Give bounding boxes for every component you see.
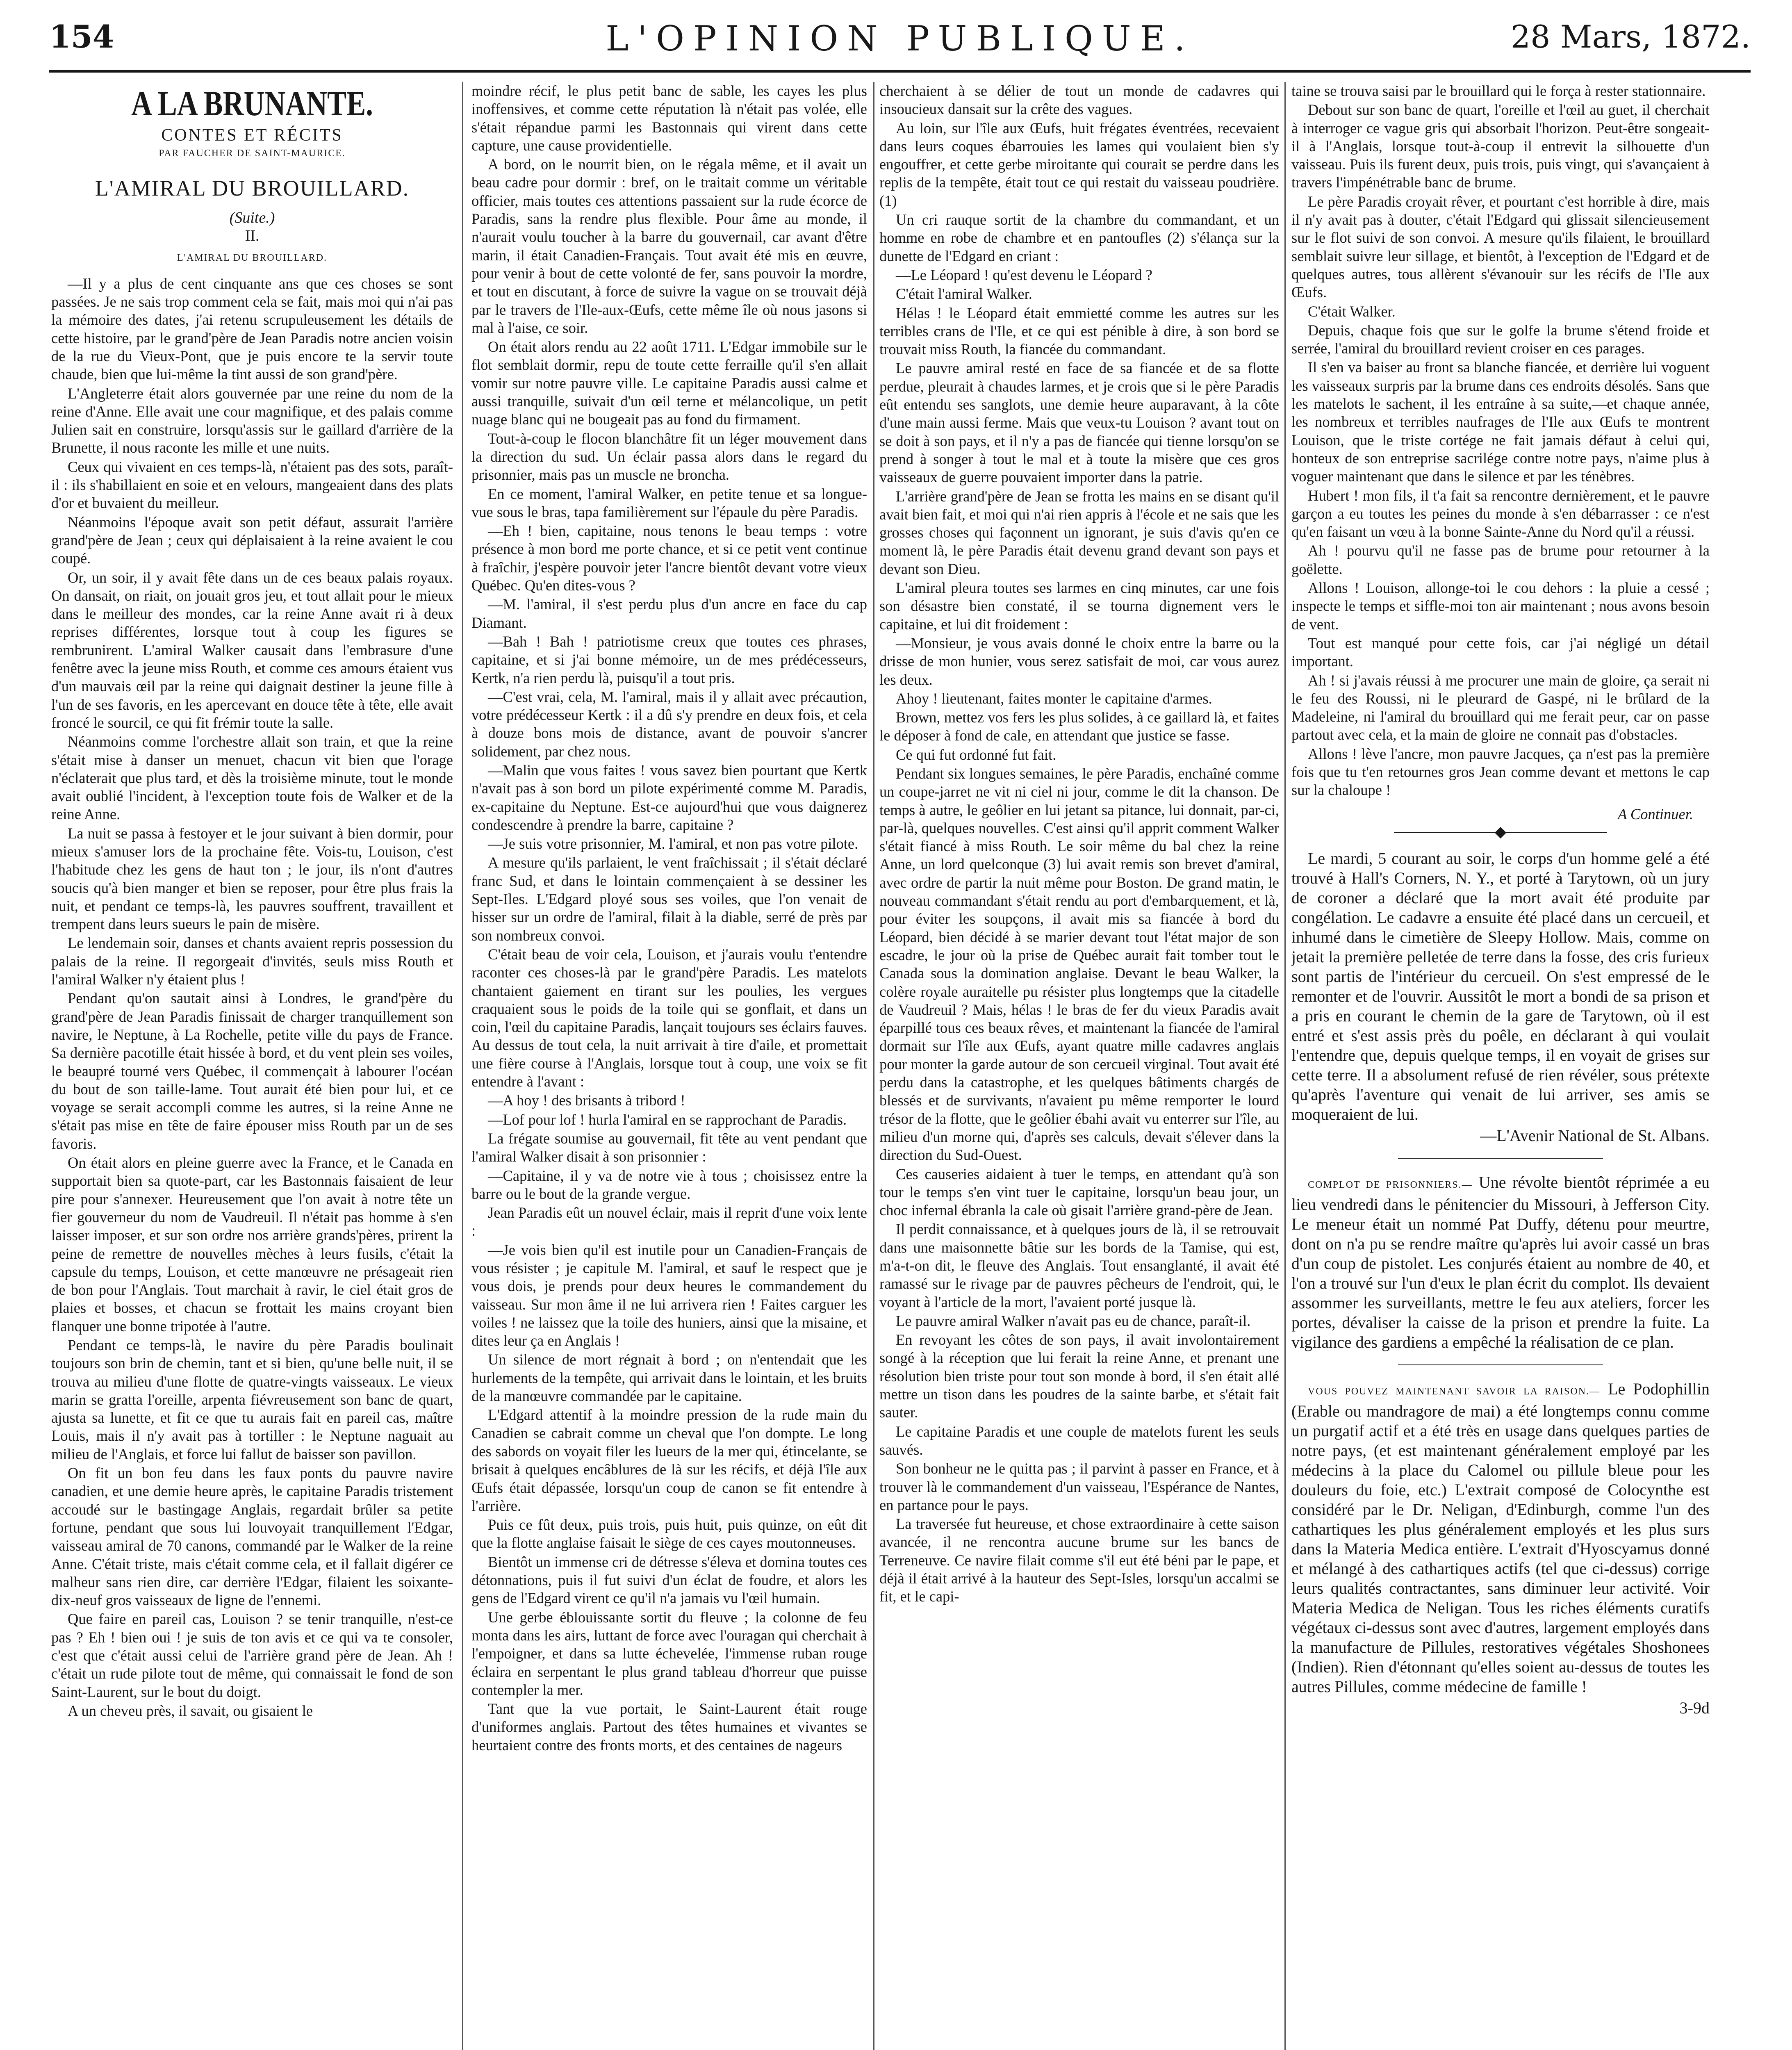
paragraph: moindre récif, le plus petit banc de sable, les cayes les plus inoffensives, et comme cette réputation là n'était pas volée, elle s'était répandue parmi les Bastonnais qui virent dans cette capture, une cause providentielle.: [471, 82, 867, 154]
paragraph: Il s'en va baiser au front sa blanche fiancée, et derrière lui voguent les vaisseaux surpris par la brume dans ces endroits désolés. Sans que les matelots le sachent, il les entraîne à sa suite,—et chaque année, les nombreux et terribles naufrages de l'Ile aux Œufs te montrent Louison, que le triste cortége ne fait jamais défaut à celui qui, honteux de son entreprise sacrilége contre notre pays, n'aime plus à voguer maintenant que dans le silence et par les ténèbres.: [1291, 359, 1710, 485]
news-heading: COMPLOT DE PRISONNIERS.—: [1308, 1179, 1473, 1190]
paragraph: L'Edgard attentif à la moindre pression de la rude main du Canadien se cabrait comme un cheval que l'on dompte. Le long des sabords on voyait filer les lueurs de la mer qui, étincelante, se brisait à quelques encâblures de là sur les récifs, et déjà l'île aux Œufs était dépassée, lorsqu'un coup de canon se fit entendre à l'arrière.: [471, 1406, 867, 1514]
story-title: L'AMIRAL DU BROUILLARD.: [95, 175, 410, 200]
paragraph: Au loin, sur l'île aux Œufs, huit frégates éventrées, recevaient dans leurs coques ébarrouies les lames qui voulaient bien s'y engouffrer, et cette gerbe miroitante qui courait se perdre dans les replis de la tempête, était tout ce qui restait du vaisseau poudrière. (1): [879, 119, 1279, 209]
ornament-diamond-icon: [1495, 827, 1506, 838]
paragraph: —Lof pour lof ! hurla l'amiral en se rapprochant de Paradis.: [488, 1111, 847, 1128]
column-divider: [462, 82, 463, 2050]
news-heading: VOUS POUVEZ MAINTENANT SAVOIR LA RAISON.—: [1308, 1386, 1601, 1397]
column-divider: [873, 82, 874, 2050]
paragraph: Que faire en pareil cas, Louison ? se tenir tranquille, n'est-ce pas ? Eh ! bien oui ! je suis de ton avis et ce qui va te consoler, c'est que c'était aussi celui de l'arrière grand père de Jean. Ah ! c'était un rude pilote tout de même, qui connaissait le fond de son Saint-Laurent, sur le bout du doigt.: [51, 1610, 453, 1700]
column-1-text: [51, 275, 453, 1720]
news-item-complot: [1291, 1173, 1710, 1352]
column-2: [471, 82, 867, 1754]
paragraph: La frégate soumise au gouvernail, fit tête au vent pendant que l'amiral Walker disait à son prisonnier :: [471, 1130, 867, 1165]
section-rule: [1398, 1158, 1603, 1159]
paragraph: —Il y a plus de cent cinquante ans que ces choses se sont passées. Je ne sais trop comment cela se fait, mais moi qui n'ai pas la mémoire des dates, j'ai retenu scrupuleusement les détails de cette histoire, par le grand'père de Jean Paradis notre ancien voisin de la rue du Vieux-Pont, que je puis encore te la servir toute chaude, bien que lui-même la tint aussi de son grand'père.: [51, 275, 453, 383]
paragraph: Ah ! pourvu qu'il ne fasse pas de brume pour retourner à la goëlette.: [1291, 542, 1710, 577]
feuilleton-author: PAR FAUCHER DE SAINT-MAURICE.: [159, 148, 346, 159]
paragraph: Il perdit connaissance, et à quelques jours de là, il se retrouvait dans une maisonnette bâtie sur les bords de la Tamise, qui est, m'a-t-on dit, le fleuve des Anglais. Tout ensanglanté, il avait été ramassé sur le rivage par de pauvres pêcheurs de l'endroit, qui, le voyant à l'article de la mort, l'avaient porté jusque là.: [879, 1221, 1279, 1310]
ad-reference: 3-9d: [1679, 1698, 1710, 1717]
paragraph: Depuis, chaque fois que sur le golfe la brume s'étend froide et serrée, l'amiral du brouillard revient croiser en ces parages.: [1291, 321, 1710, 357]
paragraph: Un cri rauque sortit de la chambre du commandant, et un homme en robe de chambre et en pantoufles (2) s'élança sur la dunette de l'Edgard en criant :: [879, 211, 1279, 264]
paragraph: Le pauvre amiral resté en face de sa fiancée et de sa flotte perdue, pleurait à chaudes larmes, et je crois que si le père Paradis eût entendu ses sanglots, une demie heure auparavant, à la côte d'une main aussi ferme. Mais que veux-tu Louison ? avant tout on se doit à son pays, et il n'y a pas de fiancée qui tienne lorsqu'on se prend à songer à tout le mal et à toute la misère que ces gros vaisseaux de guerre pouvaient importer dans la patrie.: [879, 360, 1279, 486]
chapter-heading: L'AMIRAL DU BROUILLARD.: [177, 253, 328, 264]
paragraph: Brown, mettez vos fers les plus solides, à ce gaillard là, et faites le déposer à fond de cale, en attendant que justice se fasse.: [879, 709, 1279, 744]
column-3: [879, 82, 1279, 2050]
news-text: Le mardi, 5 courant au soir, le corps d'un homme gelé a été trouvé à Hall's Corners, N. Y., et porté à Tarytown, où un jury de coroner a déclaré que la mort avait été produite par congélation. Le cadavre a ensuite été placé dans un cercueil, et inhumé dans le cimetière de Sleepy Hollow. Mais, comme on jetait la première pelletée de terre dans la fosse, des cris furieux sont partis de l'intérieur du cercueil. On s'est empressé de le remonter et de l'ouvrir. Aussitôt le mort a bondi de sa prison et a pris en courant le chemin de la gare de Tarytown, où il est entré et s'est assis près du poêle, en déclarant à qui voulait l'entendre que, depuis quelque temps, il en voyait de grises sur cette terre. Il a absolument refusé de rien révéler, sous prétexte qu'après l'aventure qui venait de lui arriver, ses amis se moqueraient de lui.: [1291, 849, 1710, 1123]
paragraph: Néanmoins l'époque avait son petit défaut, assurait l'arrière grand'père de Jean ; ceux qui déplaisaient à la reine avaient le cou coupé.: [51, 513, 453, 567]
paragraph: On était alors en pleine guerre avec la France, et le Canada en supportait bien sa quote-part, car les Bastonnais faisaient de leur pire pour s'annexer. Heureusement que l'on avait à notre tête un fier gouverneur du nom de Vaudreuil. Il n'était pas homme à s'en laisser imposer, et sur son ordre nos arrière grands'pères, prirent la peine de remettre de nouvelles mèches à leurs fusils, c'était la capsule du temps, Louison, et cette manœuvre ne présageait rien de bon pour l'Anglais. Tout marchait à ravir, le ciel était gros de plaies et bosses, et chacun se frottait les mains croyant bien flanquer une bonne tripotée à l'autre.: [51, 1154, 453, 1335]
paragraph: Tant que la vue portait, le Saint-Laurent était rouge d'uniformes anglais. Partout des têtes humaines et vivantes se heurtaient contre des fronts morts, et des centaines de nageurs: [471, 1700, 867, 1754]
paragraph: A bord, on le nourrit bien, on le régala même, et il avait un beau cadre pour dormir : bref, on le traitait comme un véritable officier, mais toutes ces attentions passaient sur la rude écorce de Paradis, sans la rendre plus flexible. Pour âme au monde, il n'aurait voulu toucher à la barre du gouvernail, car avant d'être marin, il était Canadien-Français. Tout avait été mis en œuvre, pour venir à bout de cette volonté de fer, sans pouvoir la mordre, et tout en discutant, à force de suivre la vague on se trouvait déjà par le travers de l'Ile-aux-Œufs, cette même île où nous jasons si mal à l'aise, ce soir.: [471, 156, 867, 336]
news-item-advertisement: [1291, 1379, 1710, 1718]
paragraph: A un cheveu près, il savait, ou gisaient le: [68, 1702, 313, 1719]
paragraph: Le père Paradis croyait rêver, et pourtant c'est horrible à dire, mais il n'y avait pas à douter, c'était l'Edgard qui glissait silencieusement sur le flot suivi de son convoi. A mesure qu'ils filaient, le brouillard semblait suivre leur sillage, et bientôt, à l'exception de l'Edgard et de quelques autres, tous allèrent s'évanouir sur les récifs de l'Ile aux Œufs.: [1291, 193, 1710, 301]
paragraph: On fit un bon feu dans les faux ponts du pauvre navire canadien, et une demie heure après, le capitaine Paradis tristement accoudé sur le bastingage Anglais, regardait brûler sa petite fortune, pendant que sous lui louvoyait tranquillement l'Edgar, vaisseau amiral de 70 canons, commandé par le Walker de la reine Anne. C'était triste, mais c'était comme cela, et il fallait digérer ce malheur sans rien dire, car derrière l'Edgar, filaient les soixante-dix-neuf gros vaisseaux de ligne de l'ennemi.: [51, 1465, 453, 1609]
paragraph: Bientôt un immense cri de détresse s'éleva et domina toutes ces détonnations, puis il fut suivi d'un éclat de foudre, et alors les gens de l'Edgard virent ce qu'il n'a jamais vu l'œil humain.: [471, 1553, 867, 1607]
column-4: [1291, 82, 1710, 1718]
paragraph: Puis ce fût deux, puis trois, puis huit, puis quinze, on eût dit que la flotte anglaise faisait le siège de ces cayes moutonneuses.: [471, 1516, 867, 1551]
paragraph: —Le Léopard ! qu'est devenu le Léopard ?: [896, 266, 1152, 283]
paragraph: En ce moment, l'amiral Walker, en petite tenue et sa longue-vue sous le bras, tapa familièrement sur l'épaule du père Paradis.: [471, 485, 867, 520]
paragraph: —Bah ! Bah ! patriotisme creux que toutes ces phrases, capitaine, et si j'ai bonne mémoire, un de mes prédécesseurs, Kertk, n'a rien perdu là, puisqu'il a tout pris.: [471, 633, 867, 686]
paragraph: Debout sur son banc de quart, l'oreille et l'œil au guet, il cherchait à interroger ce vague gris qui absorbait l'horizon. Peut-être songeait-il à l'Anglais, lorsque tout-à-coup il entrevit la silhouette d'un vaisseau. Puis ils furent deux, puis trois, puis vingt, qui s'avançaient à travers l'impénétrable banc de brume.: [1291, 101, 1710, 191]
issue-date: 28 Mars, 1872.: [1510, 18, 1751, 55]
section-rule: [1398, 1364, 1603, 1365]
paragraph: —Je suis votre prisonnier, M. l'amiral, et non pas votre pilote.: [488, 835, 858, 852]
paragraph: C'était Walker.: [1308, 303, 1396, 320]
chapter-number: II.: [245, 227, 260, 245]
news-source: —L'Avenir National de St. Albans.: [1480, 1126, 1710, 1145]
feuilleton-heading: A LA BRUNANTE.: [131, 84, 373, 123]
paragraph: Une gerbe éblouissante sortit du fleuve ; la colonne de feu monta dans les airs, luttant de force avec l'ouragan qui cherchait à l'empoigner, et dans sa lutte échevelée, l'immense ruban rouge éclaira en serpentant le plus grand tableau d'horreur que puisse contempler la mer.: [471, 1608, 867, 1698]
paragraph: C'était beau de voir cela, Louison, et j'aurais voulu t'entendre raconter ces choses-là par le grand'père Paradis. Les matelots chantaient gaiement en tirant sur les poulies, les vergues craquaient sous le poids de la toile qui se gonflait, et dans un coin, l'œil du capitaine Paradis, lançait toujours ses éclairs fauves. Au dessus de tout cela, la nuit arrivait à tire d'aile, et promettait une fière course à l'Anglais, lorsque tout à coup, une voix se fit entendre à l'avant :: [471, 945, 867, 1090]
paragraph: Pendant ce temps-là, le navire du père Paradis boulinait toujours son brin de chemin, tant et si bien, qu'une belle nuit, il se trouva au milieu d'une flotte de quatre-vingts vaisseaux. Le vieux marin se gratta l'oreille, arpenta fiévreusement son banc de quart, ajusta sa lunette, et fit ce que tu aurais fait en pareil cas, maître Louis, mais il n'y avait pas à tortiller : le Neptune naguait au milieu de l'Anglais, et force lui fallut de baisser son pavillon.: [51, 1337, 453, 1462]
paragraph: Allons ! Louison, allonge-toi le cou dehors : la pluie a cessé ; inspecte le temps et siffle-moi ton air maintenant ; nous avons besoin de vent.: [1291, 579, 1710, 633]
section-ornament: [1394, 827, 1607, 838]
paragraph: C'était l'amiral Walker.: [896, 285, 1032, 303]
paragraph: Ah ! si j'avais réussi à me procurer une main de gloire, ça serait ni le feu des Roussi, ni le pleurard de Gaspé, ni le brûlard de la Madeleine, ni l'amiral du brouillard qui me ferait peur, car on passe partout avec cela, et la main de gloire ne connait pas d'obstacles.: [1291, 672, 1710, 743]
paragraph: —M. l'amiral, il s'est perdu plus d'un ancre en face du cap Diamant.: [471, 596, 867, 631]
paragraph: Le pauvre amiral Walker n'avait pas eu de chance, paraît-il.: [896, 1312, 1251, 1329]
paragraph: —Capitaine, il y va de notre vie à tous ; choisissez entre la barre ou le bout de la grande vergue.: [471, 1167, 867, 1202]
paragraph: A mesure qu'ils parlaient, le vent fraîchissait ; il s'était déclaré franc Sud, et dans le lointain commençaient à se dessiner les Sept-Iles. L'Edgard ployé sous ses voiles, que l'on venait de hisser sur un ordre de l'amiral, filait à la diable, serré de près par son nombreux convoi.: [471, 854, 867, 944]
paragraph: —Monsieur, je vous avais donné le choix entre la barre ou la drisse de mon hunier, vous serez satisfait de moi, car vous aurez les deux.: [879, 634, 1279, 688]
column-divider: [1284, 82, 1286, 2050]
paragraph: La traversée fut heureuse, et chose extraordinaire à cette saison avancée, il ne rencontra aucune brume sur les bancs de Terreneuve. Ce navire filait comme s'il eut été béni par le pape, et déjà il était arrivé à la hauteur des Sept-Isles, lorsqu'un accalmi se fit, et le capi-: [879, 1515, 1279, 1605]
paragraph: Tout est manqué pour cette fois, car j'ai négligé un détail important.: [1291, 634, 1710, 670]
paragraph: Ce qui fut ordonné fut fait.: [896, 746, 1057, 763]
column-1: [51, 82, 453, 1720]
paragraph: On était alors rendu au 22 août 1711. L'Edgar immobile sur le flot semblait dormir, repu de toute cette ferraille qu'il s'en allait vomir sur notre pauvre ville. Le capitaine Paradis aussi calme et aussi tranquille, suivait d'un œil terne et mélancolique, un petit nuage blanc qui ne bougeait pas au fond du firmament.: [471, 338, 867, 428]
paragraph: —C'est vrai, cela, M. l'amiral, mais il y allait avec précaution, votre prédécesseur Kertk : il a dû s'y prendre en deux fois, et cela à douze bons mois de distance, avant de pouvoir s'ancrer solidement, par chez nous.: [471, 688, 867, 760]
paragraph: Hubert ! mon fils, il t'a fait sa rencontre dernièrement, et le pauvre garçon a eu toutes les peines du monde à s'en débarrasser : ce n'est qu'en faisant un vœu à la bonne Sainte-Anne du Nord qu'il a réussi.: [1291, 487, 1710, 540]
paragraph: Ahoy ! lieutenant, faites monter le capitaine d'armes.: [896, 690, 1212, 707]
paragraph: —Je vois bien qu'il est inutile pour un Canadien-Français de vous résister ; je capitule M. l'amiral, et sauf le respect que je vous dois, je prends pour deux heures le commandement du vaisseau. Sur mon âme il ne lui arrivera rien ! Faites carguer les voiles ! ne laissez que la toile des huniers, ainsi que la misaine, et dites leur ça en Anglais !: [471, 1241, 867, 1349]
paragraph: —Eh ! bien, capitaine, nous tenons le beau temps : votre présence à mon bord me porte chance, et si ce petit vent continue à fraîchir, j'espère pouvoir jeter l'ancre bientôt devant votre vieux Québec. Qu'en dites-vous ?: [471, 522, 867, 594]
paragraph: Pendant six longues semaines, le père Paradis, enchaîné comme un coupe-jarret ne vit ni ciel ni jour, comme le dit la chanson. De temps à autre, le geôlier en lui jetant sa pitance, lui donnait, par-ci, par-là, quelques nouvelles. C'est ainsi qu'il apprit comment Walker s'était fiancé à miss Routh. Le soir même du bal chez la reine Anne, un lord quelconque (3) lui avait remis son brevet d'amiral, avec ordre de partir la nuit même pour Boston. De grand matin, le nouveau commandant s'était rendu au port d'embarquement, et là, pour éviter les soupçons, il avait mis sa fiancée à bord du Léopard, bien décidé à se marier devant tout l'état major de son escadre, le jour où la prise de Québec aurait fait tomber tout le Canada sous la domination anglaise. Devant le beau Walker, la colère royale auraitelle pu résister plus longtemps que la citadelle de Vaudreuil ? Mais, hélas ! le bras de fer du vieux Paradis avait éparpillé tous ces beaux rêves, et maintenant la fiancée de l'amiral dormait sur l'île aux Œufs, ayant quatre mille cadavres anglais pour monter la garde autour de son cercueil virginal. Tout avait été perdu dans la catastrophe, et les quelques bâtiments chargés de blessés et de survivants, n'avaient pu même remporter le lourd trésor de la flotte, que le geôlier ébahi avait vu enterrer sur l'île, au milieu d'un morne qui, d'après ses calculs, devait s'élever dans la direction du Sud-Ouest.: [879, 765, 1279, 1164]
feuilleton-subheading: CONTES ET RÉCITS: [161, 126, 343, 145]
masthead-rule: [49, 70, 1751, 73]
paragraph: Néanmoins comme l'orchestre allait son train, et que la reine s'était mise à danser un menuet, chacun vit bien que l'orage n'éclaterait que plus tard, et dès la troisième minute, tout le monde avait oublié l'incident, à l'exception toute fois de Walker et de la reine Anne.: [51, 733, 453, 823]
suite-label: (Suite.): [229, 209, 275, 226]
paragraph: Ces causeries aidaient à tuer le temps, en attendant qu'à son tour le temps s'en vint tuer le capitaine, lorsqu'un beau jour, un choc infernal ébranla la cale où gisait l'arrière grand-père de Jean.: [879, 1165, 1279, 1219]
paragraph: L'Angleterre était alors gouvernée par une reine du nom de la reine d'Anne. Elle avait une cour magnifique, et des palais comme Julien sait en construire, lorsqu'assis sur le gaillard d'arrière de la Brunette, il nous raconte les mille et une nuits.: [51, 385, 453, 456]
paragraph: Son bonheur ne le quitta pas ; il parvint à passer en France, et à trouver là le commandement d'un vaisseau, l'Espérance de Nantes, en partance pour le pays.: [879, 1460, 1279, 1513]
paragraph: Allons ! lève l'ancre, mon pauvre Jacques, ça n'est pas la première fois que tu t'en retournes gros Jean comme devant et mettons le cap sur la chaloupe !: [1291, 745, 1710, 799]
news-paragraph: [1291, 1379, 1710, 1697]
paragraph: Le capitaine Paradis et une couple de matelots furent les seuls sauvés.: [879, 1423, 1279, 1458]
paragraph: —A hoy ! des brisants à tribord !: [488, 1092, 685, 1109]
masthead: [49, 8, 1751, 70]
news-text: Le Podophillin (Erable ou mandragore de mai) a été longtemps connu comme un purgatif actif et a été très en usage dans quelques parties de notre pays, (et est maintenant généralement employé par les médecins à la place du Calomel ou pillule bleue pour les douleurs du foie, etc.) L'extrait composé de Colocynthe est considéré par le Dr. Neligan, d'Edinburgh, comme l'un des cathartiques les plus généralement employés et les plus surs dans la Materia Medica entière. L'extrait d'Hyoscyamus donné et mélangé à des cathartiques actifs (tel que ci-dessus) corrige leurs qualités contractantes, sans diminuer leur activité. Voir Materia Medica de Neligan. Tous les riches éléments curatifs végétaux ci-dessus sont avec d'autres, largement employés dans la manufacture de Pillules, restoratives végétales Shoshonees (Indien). Rien d'étonnant qu'elles soient au-dessus de toutes les autres Pillules, comme médecine de famille !: [1291, 1379, 1710, 1696]
paragraph: cherchaient à se délier de tout un monde de cadavres qui insoucieux dansait sur la crête des vagues.: [879, 82, 1279, 118]
news-item-sleepy-hollow: [1291, 849, 1710, 1146]
paragraph: Tout-à-coup le flocon blanchâtre fit un léger mouvement dans la direction du sud. Un éclair passa alors dans le regard du prisonnier, mais pas un muscle ne broncha.: [471, 430, 867, 483]
journal-title: L'OPINION PUBLIQUE.: [606, 18, 1194, 59]
paragraph: La nuit se passa à festoyer et le jour suivant à bien dormir, pour mieux s'amuser lors de la prochaine fête. Vois-tu, Louison, c'est l'habitude chez les gens de haut ton ; le jour, ils n'ont d'autres soucis qu'à bien manger et bien se reposer, pour être plus frais la nuit, et pendant ce temps-là, les pauvres souffrent, travaillent et trempent dans leurs sueurs le pain de misère.: [51, 825, 453, 933]
paragraph: L'arrière grand'père de Jean se frotta les mains en se disant qu'il avait bien fait, et moi qui n'ai rien appris à l'école et ne sais que les grosses choses qui façonnent un ignorant, je suis d'avis qu'en ce moment là, le père Paradis était devenu grand devant son pays et devant son Dieu.: [879, 487, 1279, 577]
paragraph: Jean Paradis eût un nouvel éclair, mais il reprit d'une voix lente :: [471, 1204, 867, 1239]
page-number: 154: [49, 18, 114, 55]
news-text: Une révolte bientôt réprimée a eu lieu vendredi dans le pénitencier du Missouri, à Jefferson City. Le meneur était un nommé Pat Duffy, détenu pour meurtre, dont on n'a pu se rendre maître qu'après lui avoir cassé un bras d'un coup de pistolet. Les conjurés étaient au nombre de 40, et l'on a trouvé sur l'un d'eux le plan écrit du complot. Ils devaient assommer les surveillants, mettre le feu aux ateliers, forcer les portes, dévaliser la caisse de la prison et prendre la fuite. La vigilance des gardiens a empêché la réalisation de ce plan.: [1291, 1173, 1710, 1351]
continued-label: A Continuer.: [1618, 805, 1693, 822]
paragraph: Le lendemain soir, danses et chants avaient repris possession du palais de la reine. Il regorgeait d'invités, seuls miss Routh et l'amiral Walker n'y étaient plus !: [51, 934, 453, 988]
paragraph: Or, un soir, il y avait fête dans un de ces beaux palais royaux. On dansait, on riait, on jouait gros jeu, et tout allait pour le mieux dans le meilleur des mondes, car la reine Anne avait ri à deux reprises différentes, lorsque tout à coup les figures se rembrunirent. L'amiral Walker causait dans l'embrasure d'une fenêtre avec la jeune miss Routh, et comme ces amours étaient vus d'un mauvais œil par la reine qui daignait destiner la jeune fille à l'un de ses favoris, en les apercevant en douce tête à tête, elle avait froncé le sourcil, ce qui fit frémir toute la salle.: [51, 569, 453, 731]
paragraph: taine se trouva saisi par le brouillard qui le força à rester stationnaire.: [1291, 82, 1706, 99]
paragraph: L'amiral pleura toutes ses larmes en cinq minutes, car une fois son désastre bien constaté, il se tourna dignement vers le capitaine, et lui dit froidement :: [879, 579, 1279, 633]
paragraph: En revoyant les côtes de son pays, il avait involontairement songé à la réception que lui ferait la reine Anne, et prenant une résolution bien triste pour tout son monde à bord, il s'en était allé mettre un tison dans les poudres de la sainte barbe, et s'était fait sauter.: [879, 1331, 1279, 1421]
paragraph: Un silence de mort régnait à bord ; on n'entendait que les hurlements de la tempête, qui arrivait dans le lointain, et les bruits de la manœuvre commandée par le capitaine.: [471, 1351, 867, 1405]
paragraph: Hélas ! le Léopard était emmietté comme les autres sur les terribles crans de l'Ile, et ce qui est pénible à dire, à son bord se trouvait miss Routh, la fiancée du commandant.: [879, 304, 1279, 358]
paragraph: Ceux qui vivaient en ces temps-là, n'étaient pas des sots, paraît-il : ils s'habillaient en soie et en velours, mangeaient dans des plats d'or et buvaient du meilleur.: [51, 458, 453, 512]
news-paragraph: [1291, 1173, 1710, 1352]
paragraph: Pendant qu'on sautait ainsi à Londres, le grand'père du grand'père de Jean Paradis finissait de charger tranquillement son navire, le Neptune, à La Rochelle, petite ville du pays de France. Sa dernière pacotille était hissée à bord, et du vent plein ses voiles, le beaupré tourné vers Québec, il commençait à labourer l'océan du bout de son taille-lame. Tout aurait été bien pour lui, et ce voyage se serait accompli comme les autres, si la reine Anne ne s'était pas mise en tête de faire épouser miss Routh par un de ses favoris.: [51, 990, 453, 1152]
paragraph: —Malin que vous faites ! vous savez bien pourtant que Kertk n'avait pas à son bord un pilote expérimenté comme M. Paradis, ex-capitaine du Neptune. Est-ce aujourd'hui que vous daignerez condescendre à prendre la barre, capitaine ?: [471, 761, 867, 833]
